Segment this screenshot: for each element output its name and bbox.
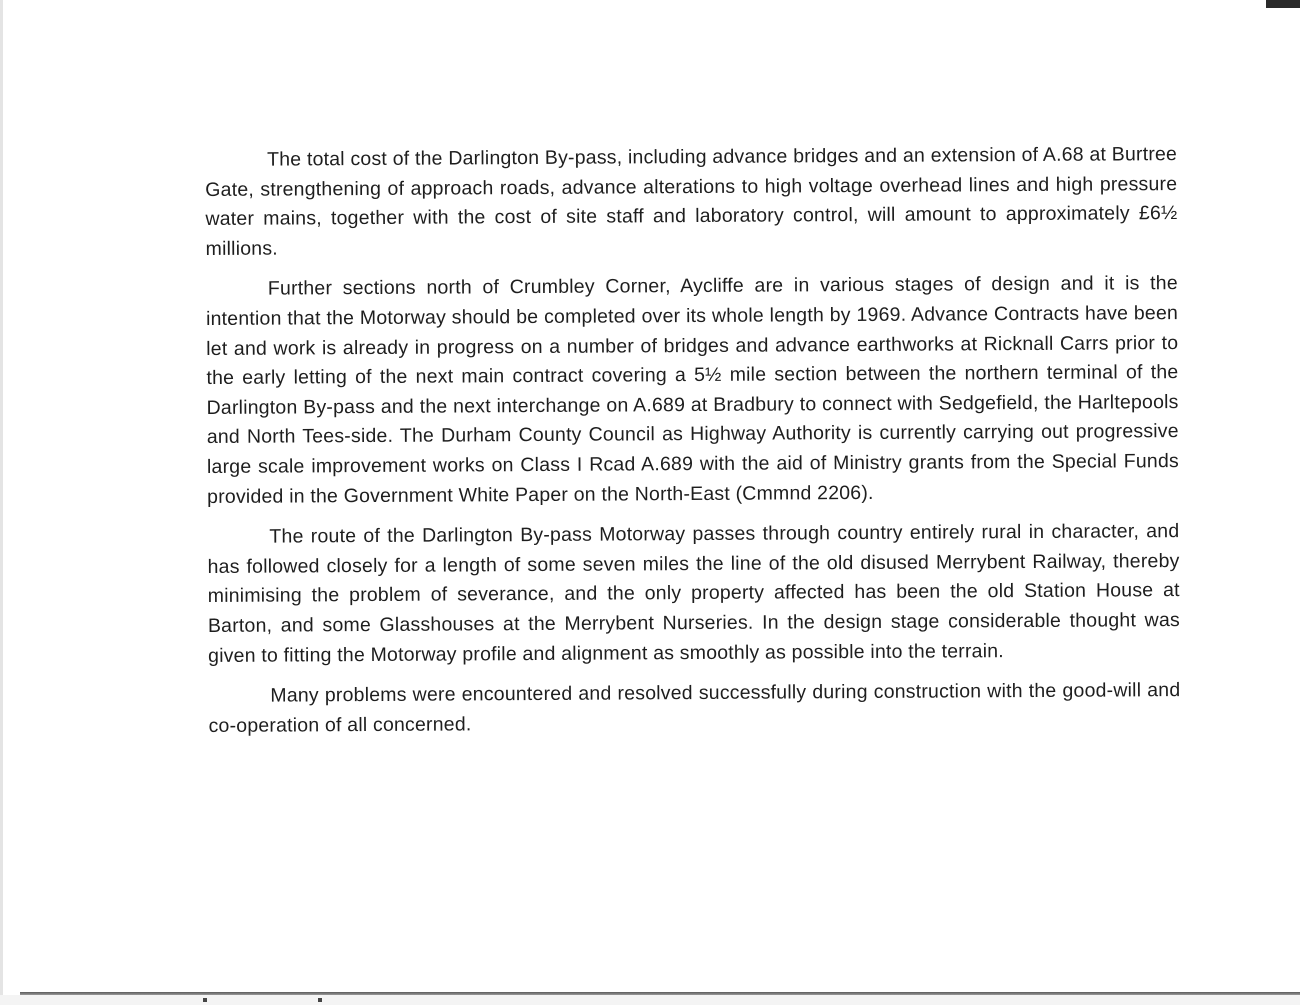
page-left-edge: [0, 0, 3, 1005]
page-bottom-edge: [20, 992, 1300, 995]
paragraph-problems: Many problems were encountered and resolved successfully during construction with the good-will and co-operation of all concerned.: [208, 679, 1181, 737]
paragraph-total-cost: The total cost of the Darlington By-pass, including advance bridges and an extension of A.68 at Burtree Gate, strengthening of approach roads, advance alterations to high voltage overhead lines and high pressure water mains, together with the cost of site staff and laboratory control, will amount to approximately £6½ millions.: [205, 143, 1178, 260]
body-text: [205, 140, 1181, 741]
paragraph-further-sections: Further sections north of Crumbley Corner, Aycliffe are in various stages of design and it is the intention that the Motorway should be completed over its whole length by 1969. Advance Contracts have been let and work is already in progress on a number of bridges and advance earthworks at Ricknall Carrs prior to the early letting of the next main contract covering a 5½ mile section between the northern terminal of the Darlington By-pass and the next interchange on A.689 at Bradbury to connect with Sedgefield, the Harltepools and North Tees-side. The Durham County Council as Highway Authority is currently carrying out progressive large scale improvement works on Class I Rcad A.689 with the aid of Ministry grants from the Special Funds provided in the Government White Paper on the North-East (Cmmnd 2206).: [205, 272, 1180, 508]
scan-speck: [318, 998, 322, 1002]
scan-speck: [203, 998, 207, 1002]
corner-scan-mark: [1266, 0, 1300, 8]
paragraph-route: The route of the Darlington By-pass Motorway passes through country entirely rural in character, and has followed closely for a length of some seven miles the line of the old disused Merrybent Railway, thereby minimising the problem of severance, and the only property affected has been the old Station House at Barton, and some Glasshouses at the Merrybent Nurseries. In the design stage considerable thought was given to fitting the Motorway profile and alignment as smoothly as possible into the terrain.: [207, 520, 1180, 667]
page-bottom-shadow: [0, 995, 1300, 1005]
